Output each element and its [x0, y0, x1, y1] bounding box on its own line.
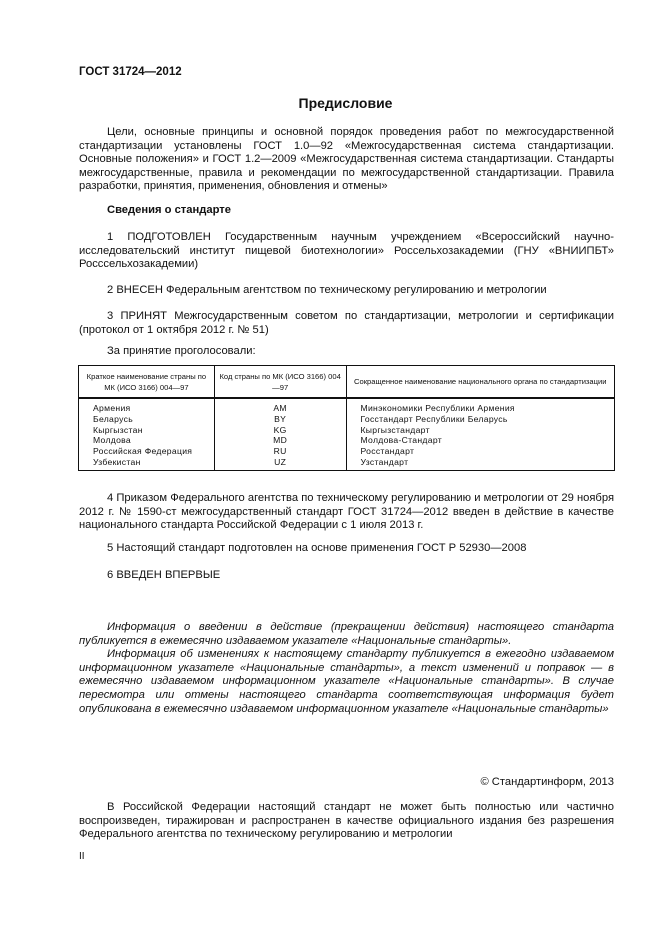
- item-1-text: 1 ПОДГОТОВЛЕН Государственным научным учреждением «Всероссийский научно-исследовательский институт пищевой биотехнологии» Россельхозакадемии (ГНУ «ВНИИПБТ» Росссельхозакадемии): [79, 231, 614, 271]
- body-cell: Молдова-Стандарт: [346, 435, 615, 446]
- document-code: ГОСТ 31724—2012: [79, 66, 182, 78]
- section-heading: Сведения о стандарте: [107, 204, 231, 216]
- table-row: [79, 425, 615, 436]
- item-1: [79, 231, 614, 272]
- info-paragraph-2: Информация об изменениях к настоящему стандарту публикуется в ежегодно издаваемом информационном указателе «Национальные стандарты», а текст изменений и поправок — в ежемесячно издаваемом информационном указателе «Национальные стандарты». В случае пересмотра или отмены настоящего стандарта соответствующая информация будет опубликована в ежемесячно издаваемом информационном указателе «Национальные стандарты»: [79, 648, 614, 715]
- country-cell: Армения: [79, 398, 215, 414]
- country-cell: Узбекистан: [79, 457, 215, 470]
- page-title: Предисловие: [298, 95, 393, 111]
- rights-notice-text: В Российской Федерации настоящий стандарт не может быть полностью или частично воспроизведен, тиражирован и распространен в качестве официального издания без разрешения Федерального агентства по техническому регулированию и метрологии: [79, 801, 614, 841]
- table-row: [79, 457, 615, 470]
- copyright: © Стандартинформ, 2013: [480, 776, 614, 788]
- page-number: II: [79, 851, 85, 862]
- item-3: [79, 310, 614, 337]
- body-cell: Минэкономики Республики Армения: [346, 398, 615, 414]
- code-cell: RU: [214, 446, 346, 457]
- intro-text: Цели, основные принципы и основной порядок проведения работ по межгосударственной стандартизации установлены ГОСТ 1.0—92 «Межгосударственная система стандартизации. Основные положения» и ГОСТ 1.2—2009 «Межгосударственная система стандартизации. Стандарты межгосударственные, правила и рекомендации по межгосударственной стандартизации. Правила разработки, принятия, применения, обновления и отмены»: [79, 126, 614, 193]
- code-cell: BY: [214, 414, 346, 425]
- intro-paragraph: [79, 126, 614, 194]
- info-block: [79, 621, 614, 716]
- item-4-text: 4 Приказом Федерального агентства по техническому регулированию и метрологии от 29 ноября 2012 г. № 1590-ст межгосударственный стандарт ГОСТ 31724—2012 введен в действие в качестве национального стандарта Российской Федерации с 1 июля 2013 г.: [79, 492, 614, 532]
- table-row: [79, 414, 615, 425]
- voted-label: [79, 345, 614, 359]
- item-5-text: 5 Настоящий стандарт подготовлен на основе применения ГОСТ Р 52930—2008: [107, 542, 527, 554]
- column-header-body: Сокращенное наименование национального органа по стандартизации: [346, 366, 615, 399]
- country-cell: Российская Федерация: [79, 446, 215, 457]
- country-cell: Молдова: [79, 435, 215, 446]
- rights-notice: [79, 801, 614, 842]
- table-row: [79, 398, 615, 414]
- item-6: [79, 569, 614, 583]
- item-2: [79, 284, 614, 298]
- code-cell: AM: [214, 398, 346, 414]
- body-cell: Узстандарт: [346, 457, 615, 470]
- country-cell: Кыргызстан: [79, 425, 215, 436]
- country-cell: Беларусь: [79, 414, 215, 425]
- body-cell: Госстандарт Республики Беларусь: [346, 414, 615, 425]
- code-cell: MD: [214, 435, 346, 446]
- column-header-code: Код страны по МК (ИСО 3166) 004—97: [214, 366, 346, 399]
- voting-table: [78, 365, 615, 471]
- table-row: [79, 446, 615, 457]
- body-cell: Кыргызстандарт: [346, 425, 615, 436]
- info-paragraph-1: Информация о введении в действие (прекращении действия) настоящего стандарта публикуется в ежемесячно издаваемом указателе «Национальные стандарты».: [79, 621, 614, 647]
- item-3-text: 3 ПРИНЯТ Межгосударственным советом по стандартизации, метрологии и сертификации (протокол от 1 октября 2012 г. № 51): [79, 310, 614, 336]
- item-5: [79, 542, 614, 556]
- voted-label-text: За принятие проголосовали:: [107, 345, 256, 357]
- code-cell: UZ: [214, 457, 346, 470]
- item-4: [79, 492, 614, 533]
- code-cell: KG: [214, 425, 346, 436]
- body-cell: Росстандарт: [346, 446, 615, 457]
- column-header-country: Краткое наименование страны по МК (ИСО 3166) 004—97: [79, 366, 215, 399]
- item-6-text: 6 ВВЕДЕН ВПЕРВЫЕ: [107, 569, 221, 581]
- table-header-row: [79, 366, 615, 399]
- table-row: [79, 435, 615, 446]
- item-2-text: 2 ВНЕСЕН Федеральным агентством по техническому регулированию и метрологии: [107, 284, 547, 296]
